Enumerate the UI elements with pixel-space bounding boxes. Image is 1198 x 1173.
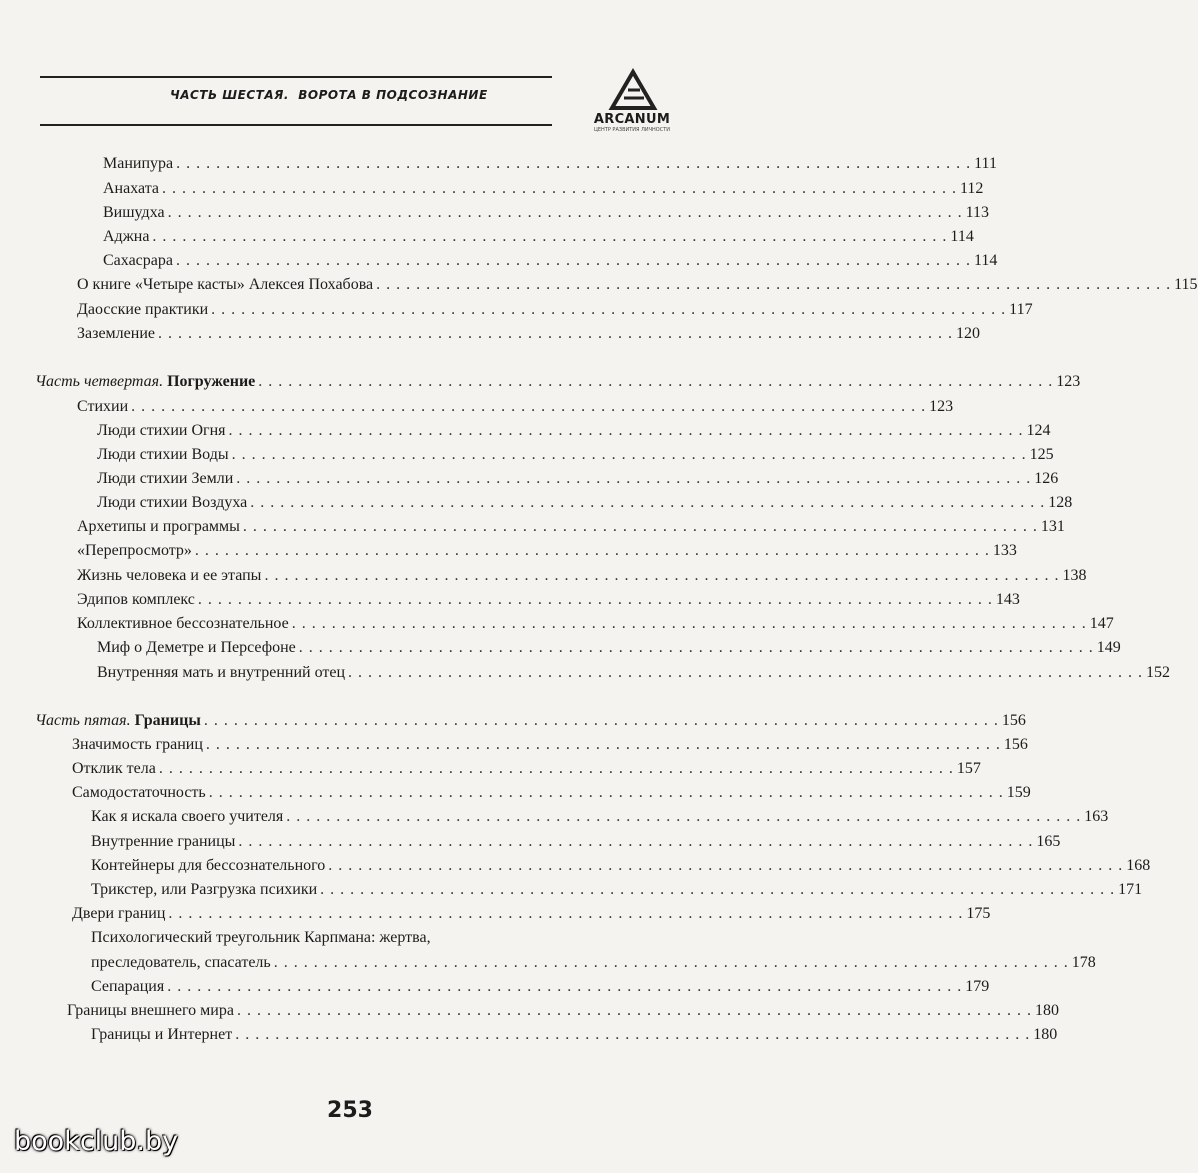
- toc-leader-dots: . . . . . . . . . . . . . . . . . . . . . . . . . . . . . . . . . . . . . . . . . . . . . . . . . . . . . . . . . . . . . . . . . . . . . . . . . . . . . . . .: [152, 228, 948, 245]
- toc-leader-dots: . . . . . . . . . . . . . . . . . . . . . . . . . . . . . . . . . . . . . . . . . . . . . . . . . . . . . . . . . . . . . . . . . . . . . . . . . . . . . . . .: [205, 736, 1001, 753]
- toc-entry-title: [35, 711, 201, 731]
- toc-entry-title: Люди стихии Воздуха: [97, 494, 248, 511]
- toc-entry-title: Жизнь человека и ее этапы: [77, 567, 262, 584]
- toc-entry: [77, 566, 1087, 586]
- toc-page-number: 180: [1034, 1002, 1059, 1019]
- toc-entry: [97, 445, 1054, 465]
- toc-entry: [91, 977, 990, 997]
- toc-entry-title: Коллективное бессознательное: [77, 615, 289, 632]
- toc-entry-title: Вишудха: [103, 204, 165, 221]
- toc-entry: [77, 275, 1198, 295]
- toc-leader-dots: . . . . . . . . . . . . . . . . . . . . . . . . . . . . . . . . . . . . . . . . . . . . . . . . . . . . . . . . . . . . . . . . . . . . . . . . . . . . . . . .: [291, 615, 1087, 632]
- toc-leader-dots: . . . . . . . . . . . . . . . . . . . . . . . . . . . . . . . . . . . . . . . . . . . . . . . . . . . . . . . . . . . . . . . . . . . . . . . . . . . . . . . .: [273, 954, 1069, 971]
- toc-entry: [103, 154, 997, 174]
- toc-page-number: 165: [1036, 833, 1061, 850]
- toc-leader-dots: . . . . . . . . . . . . . . . . . . . . . . . . . . . . . . . . . . . . . . . . . . . . . . . . . . . . . . . . . . . . . . . . . . . . . . . . . . . . . . . .: [231, 446, 1027, 463]
- toc-entry: [77, 517, 1065, 537]
- toc-page-number: 163: [1084, 808, 1109, 825]
- toc-entry-title: Люди стихии Воды: [97, 446, 229, 463]
- toc-page-number: 126: [1034, 470, 1059, 487]
- toc-page-number: 152: [1146, 664, 1171, 681]
- toc-entry: [91, 856, 1151, 876]
- toc-entry-title: Аджна: [103, 228, 150, 245]
- toc-leader-dots: . . . . . . . . . . . . . . . . . . . . . . . . . . . . . . . . . . . . . . . . . . . . . . . . . . . . . . . . . . . . . . . . . . . . . . . . . . . . . . . .: [176, 155, 972, 172]
- toc-entry: [91, 880, 1143, 900]
- toc-entry-title: Отклик тела: [72, 760, 156, 777]
- toc-leader-dots: . . . . . . . . . . . . . . . . . . . . . . . . . . . . . . . . . . . . . . . . . . . . . . . . . . . . . . . . . . . . . . . . . . . . . . . . . . . . . . . .: [228, 422, 1024, 439]
- toc-page-number: 157: [956, 760, 981, 777]
- part-label: Часть четвертая.: [35, 373, 164, 390]
- toc-leader-dots: . . . . . . . . . . . . . . . . . . . . . . . . . . . . . . . . . . . . . . . . . . . . . . . . . . . . . . . . . . . . . . . . . . . . . . . . . . . . . . . .: [286, 808, 1082, 825]
- toc-entry-title: Внутренние границы: [91, 833, 236, 850]
- toc-leader-dots: . . . . . . . . . . . . . . . . . . . . . . . . . . . . . . . . . . . . . . . . . . . . . . . . . . . . . . . . . . . . . . . . . . . . . . . . . . . . . . . .: [211, 301, 1007, 318]
- toc-page-number: 143: [995, 591, 1020, 608]
- toc-entry-title: Значимость границ: [72, 736, 203, 753]
- toc-leader-dots: . . . . . . . . . . . . . . . . . . . . . . . . . . . . . . . . . . . . . . . . . . . . . . . . . . . . . . . . . . . . . . . . . . . . . . . . . . . . . . . .: [298, 639, 1094, 656]
- toc-entry: [97, 493, 1073, 513]
- toc-entry: [77, 541, 1017, 561]
- toc-page-number: 149: [1096, 639, 1121, 656]
- logo-tagline: ЦЕНТР РАЗВИТИЯ ЛИЧНОСТИ: [593, 127, 671, 133]
- toc-entry-title: Как я искала своего учителя: [91, 808, 284, 825]
- toc-entry-title: Трикстер, или Разгрузка психики: [91, 881, 318, 898]
- toc-entry-title: Самодостаточность: [72, 784, 206, 801]
- toc-entry-title: О книге «Четыре касты» Алексея Похабова: [77, 276, 374, 293]
- toc-entry-title: преследователь, спасатель: [91, 954, 271, 971]
- toc-entry: [77, 324, 980, 344]
- header-rule-bottom: [40, 124, 552, 126]
- toc-entry-title: Границы внешнего мира: [67, 1002, 234, 1019]
- toc-entry: [91, 807, 1109, 827]
- toc-page-number: 117: [1009, 301, 1033, 318]
- toc-entry-title: Эдипов комплекс: [77, 591, 195, 608]
- toc-leader-dots: . . . . . . . . . . . . . . . . . . . . . . . . . . . . . . . . . . . . . . . . . . . . . . . . . . . . . . . . . . . . . . . . . . . . . . . . . . . . . . . .: [194, 542, 990, 559]
- toc-page-number: 178: [1071, 954, 1096, 971]
- toc-entry-title: Сепарация: [91, 978, 165, 995]
- logo-name: ARCANUM: [593, 112, 671, 127]
- toc-page-number: 156: [1003, 736, 1028, 753]
- toc-page-number: 124: [1026, 422, 1051, 439]
- toc-leader-dots: . . . . . . . . . . . . . . . . . . . . . . . . . . . . . . . . . . . . . . . . . . . . . . . . . . . . . . . . . . . . . . . . . . . . . . . . . . . . . . . .: [242, 518, 1038, 535]
- toc-entry-title: Стихии: [77, 398, 129, 415]
- toc-page-number: 168: [1126, 857, 1151, 874]
- toc-entry: [91, 832, 1061, 852]
- toc-page-number: 123: [1056, 373, 1081, 390]
- toc-page-number: 171: [1118, 881, 1143, 898]
- page-number: 253: [327, 1098, 373, 1123]
- toc-entry-title: Архетипы и программы: [77, 518, 240, 535]
- toc-entry-title: Даосские практики: [77, 301, 209, 318]
- toc-entry: [103, 227, 974, 247]
- running-header: ЧАСТЬ ШЕСТАЯ. ВОРОТА В ПОДСОЗНАНИЕ: [170, 88, 488, 102]
- toc-entry: [91, 1025, 1058, 1045]
- toc-entry-title: Миф о Деметре и Персефоне: [97, 639, 296, 656]
- toc-page-number: 180: [1033, 1026, 1058, 1043]
- toc-entry: [91, 928, 628, 948]
- toc-leader-dots: . . . . . . . . . . . . . . . . . . . . . . . . . . . . . . . . . . . . . . . . . . . . . . . . . . . . . . . . . . . . . . . . . . . . . . . . . . . . . . . .: [258, 373, 1054, 390]
- toc-entry: [67, 1001, 1059, 1021]
- toc-leader-dots: . . . . . . . . . . . . . . . . . . . . . . . . . . . . . . . . . . . . . . . . . . . . . . . . . . . . . . . . . . . . . . . . . . . . . . . . . . . . . . . .: [158, 760, 954, 777]
- toc-entry-title: Внутренняя мать и внутренний отец: [97, 664, 346, 681]
- toc-page-number: 113: [965, 204, 989, 221]
- toc-entry: [97, 663, 1171, 683]
- toc-entry: [72, 735, 1028, 755]
- toc-entry: [103, 203, 989, 223]
- toc-entry-title: [35, 372, 255, 392]
- toc-entry: [72, 759, 981, 779]
- toc-page-number: 112: [959, 180, 984, 197]
- toc-page-number: 114: [950, 228, 974, 245]
- toc-leader-dots: . . . . . . . . . . . . . . . . . . . . . . . . . . . . . . . . . . . . . . . . . . . . . . . . . . . . . . . . . . . . . . . . . . . . . . . . . . . . . . . .: [167, 204, 963, 221]
- header-rule-top: [40, 76, 552, 78]
- toc-entry: [77, 614, 1114, 634]
- toc-leader-dots: . . . . . . . . . . . . . . . . . . . . . . . . . . . . . . . . . . . . . . . . . . . . . . . . . . . . . . . . . . . . . . . . . . . . . . . . . . . . . . . .: [175, 252, 971, 269]
- toc-leader-dots: . . . . . . . . . . . . . . . . . . . . . . . . . . . . . . . . . . . . . . . . . . . . . . . . . . . . . . . . . . . . . . . . . . . . . . . . . . . . . . . .: [167, 978, 963, 995]
- toc-entry-title: Люди стихии Огня: [97, 422, 226, 439]
- part-title: Границы: [134, 712, 201, 729]
- toc-entry: [97, 421, 1051, 441]
- toc-page-number: 131: [1040, 518, 1065, 535]
- toc-page-number: 179: [965, 978, 990, 995]
- toc-leader-dots: . . . . . . . . . . . . . . . . . . . . . . . . . . . . . . . . . . . . . . . . . . . . . . . . . . . . . . . . . . . . . . . . . . . . . . . . . . . . . . . .: [236, 470, 1032, 487]
- toc-leader-dots: . . . . . . . . . . . . . . . . . . . . . . . . . . . . . . . . . . . . . . . . . . . . . . . . . . . . . . . . . . . . . . . . . . . . . . . . . . . . . . . .: [161, 180, 957, 197]
- toc-entry: [72, 904, 991, 924]
- toc-entry: [91, 953, 1096, 973]
- toc-leader-dots: . . . . . . . . . . . . . . . . . . . . . . . . . . . . . . . . . . . . . . . . . . . . . . . . . . . . . . . . . . . . . . . . . . . . . . . . . . . . . . . .: [238, 833, 1034, 850]
- toc-entry: [97, 469, 1059, 489]
- toc-entry-title: Заземление: [77, 325, 155, 342]
- toc-entry-title: «Перепросмотр»: [77, 542, 192, 559]
- toc-entry-title: Контейнеры для бессознательного: [91, 857, 326, 874]
- toc-page-number: 159: [1006, 784, 1031, 801]
- toc-page-number: 123: [929, 398, 954, 415]
- toc-leader-dots: . . . . . . . . . . . . . . . . . . . . . . . . . . . . . . . . . . . . . . . . . . . . . . . . . . . . . . . . . . . . . . . . . . . . . . . . . . . . . . . .: [168, 905, 964, 922]
- toc-entry: [97, 638, 1121, 658]
- toc-page-number: 111: [974, 155, 997, 172]
- toc-page-number: 128: [1048, 494, 1073, 511]
- toc-page-number: 175: [966, 905, 991, 922]
- toc-leader-dots: . . . . . . . . . . . . . . . . . . . . . . . . . . . . . . . . . . . . . . . . . . . . . . . . . . . . . . . . . . . . . . . . . . . . . . . . . . . . . . . .: [131, 398, 927, 415]
- part-title: Погружение: [167, 373, 256, 390]
- toc-leader-dots: . . . . . . . . . . . . . . . . . . . . . . . . . . . . . . . . . . . . . . . . . . . . . . . . . . . . . . . . . . . . . . . . . . . . . . . . . . . . . . . .: [235, 1026, 1031, 1043]
- toc-page-number: 115: [1174, 276, 1198, 293]
- toc-leader-dots: . . . . . . . . . . . . . . . . . . . . . . . . . . . . . . . . . . . . . . . . . . . . . . . . . . . . . . . . . . . . . . . . . . . . . . . . . . . . . . . .: [264, 567, 1060, 584]
- toc-entry: [103, 179, 984, 199]
- toc-page-number: 114: [973, 252, 998, 269]
- toc-leader-dots: . . . . . . . . . . . . . . . . . . . . . . . . . . . . . . . . . . . . . . . . . . . . . . . . . . . . . . . . . . . . . . . . . . . . . . . . . . . . . . . .: [203, 712, 999, 729]
- toc-leader-dots: . . . . . . . . . . . . . . . . . . . . . . . . . . . . . . . . . . . . . . . . . . . . . . . . . . . . . . . . . . . . . . . . . . . . . . . . . . . . . . . .: [328, 857, 1124, 874]
- toc-entry-title: Манипура: [103, 155, 174, 172]
- toc-part-heading: [35, 711, 1026, 731]
- toc-page-number: 156: [1001, 712, 1026, 729]
- toc-entry: [77, 590, 1020, 610]
- toc-entry: [103, 251, 998, 271]
- toc-entry-title: Границы и Интернет: [91, 1026, 233, 1043]
- toc-leader-dots: . . . . . . . . . . . . . . . . . . . . . . . . . . . . . . . . . . . . . . . . . . . . . . . . . . . . . . . . . . . . . . . . . . . . . . . . . . . . . . . .: [236, 1002, 1032, 1019]
- toc-page-number: 125: [1029, 446, 1054, 463]
- toc-leader-dots: . . . . . . . . . . . . . . . . . . . . . . . . . . . . . . . . . . . . . . . . . . . . . . . . . . . . . . . . . . . . . . . . . . . . . . . . . . . . . . . .: [157, 325, 953, 342]
- toc-entry: [77, 300, 1033, 320]
- toc-page-number: 133: [992, 542, 1017, 559]
- toc-entry: [77, 397, 954, 417]
- toc-page-number: 138: [1062, 567, 1087, 584]
- toc-page-number: 120: [955, 325, 980, 342]
- toc-leader-dots: . . . . . . . . . . . . . . . . . . . . . . . . . . . . . . . . . . . . . . . . . . . . . . . . . . . . . . . . . . . . . . . . . . . . . . . . . . . . . . . .: [376, 276, 1172, 293]
- toc-entry-title: Двери границ: [72, 905, 166, 922]
- toc-leader-dots: . . . . . . . . . . . . . . . . . . . . . . . . . . . . . . . . . . . . . . . . . . . . . . . . . . . . . . . . . . . . . . . . . . . . . . . . . . . . . . . .: [208, 784, 1004, 801]
- toc-entry-title: Сахасрара: [103, 252, 173, 269]
- toc-leader-dots: . . . . . . . . . . . . . . . . . . . . . . . . . . . . . . . . . . . . . . . . . . . . . . . . . . . . . . . . . . . . . . . . . . . . . . . . . . . . . . . .: [197, 591, 993, 608]
- toc-page-number: 147: [1089, 615, 1114, 632]
- watermark: bookclub.by: [14, 1126, 179, 1157]
- toc-part-heading: [35, 372, 1081, 392]
- toc-entry: [72, 783, 1031, 803]
- toc-entry-title: Анахата: [103, 180, 159, 197]
- toc-leader-dots: . . . . . . . . . . . . . . . . . . . . . . . . . . . . . . . . . . . . . . . . . . . . . . . . . . . . . . . . . . . . . . . . . . . . . . . . . . . . . . . .: [320, 881, 1116, 898]
- toc-leader-dots: . . . . . . . . . . . . . . . . . . . . . . . . . . . . . . . . . . . . . . . . . . . . . . . . . . . . . . . . . . . . . . . . . . . . . . . . . . . . . . . .: [250, 494, 1046, 511]
- toc-entry-title: Психологический треугольник Карпмана: жертва,: [91, 929, 431, 946]
- part-label: Часть пятая.: [35, 712, 131, 729]
- toc-leader-dots: . . . . . . . . . . . . . . . . . . . . . . . . . . . . . . . . . . . . . . . . . . . . . . . . . . . . . . . . . . . . . . . . . . . . . . . . . . . . . . . .: [348, 664, 1144, 681]
- toc-entry-title: Люди стихии Земли: [97, 470, 234, 487]
